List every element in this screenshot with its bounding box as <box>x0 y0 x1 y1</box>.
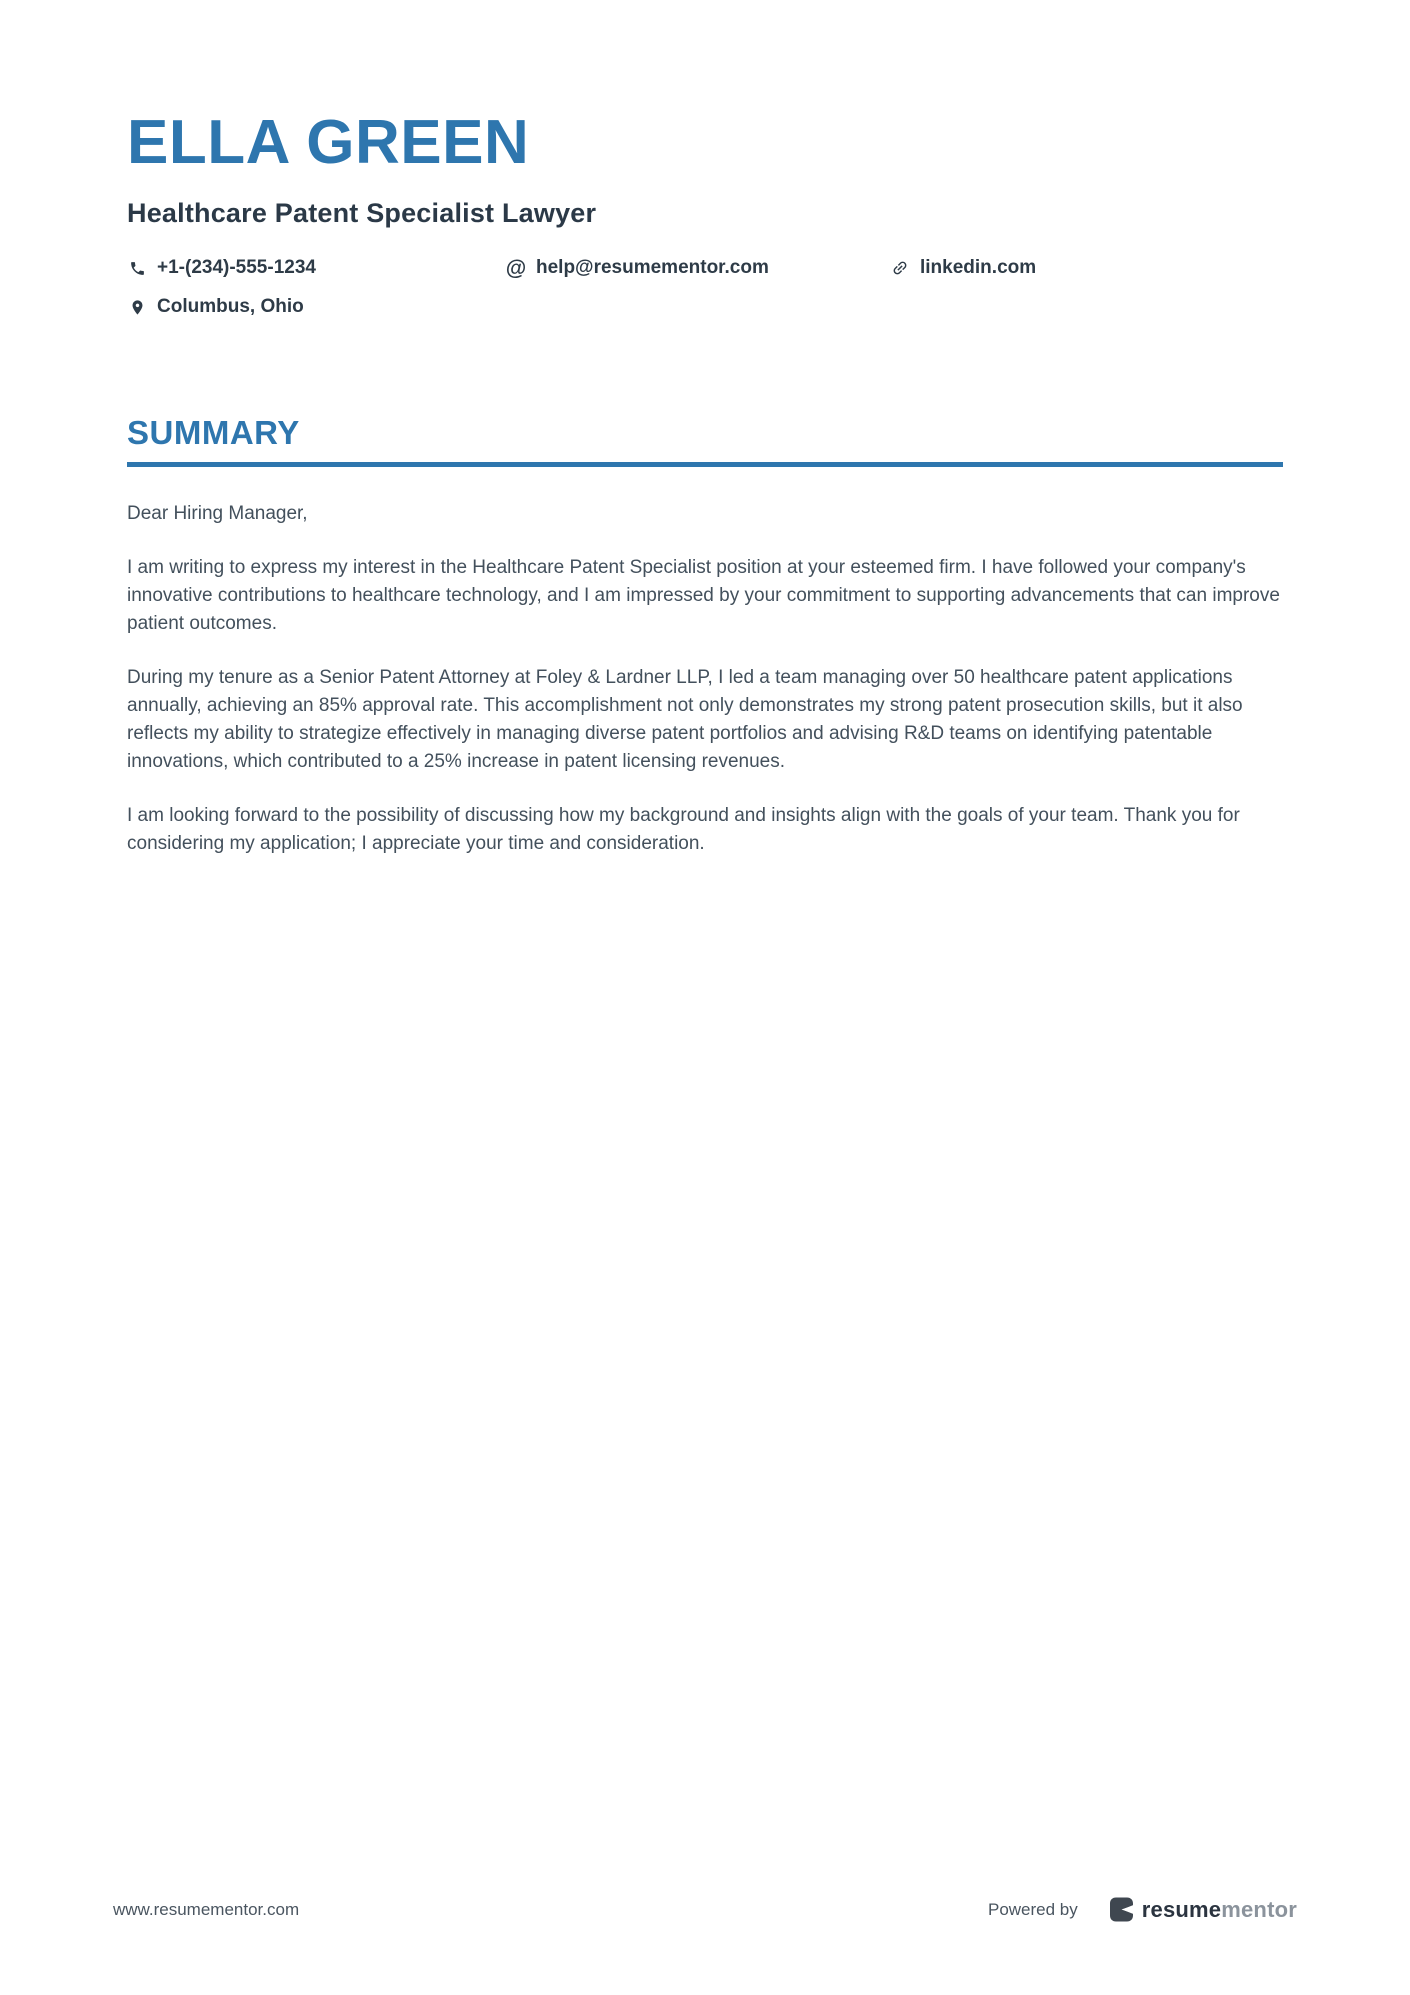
paragraph: I am writing to express my interest in the Healthcare Patent Specialist position at your esteemed firm. I have followed your company's innovative contributions to healthcare technology, and I am impressed by your commitment to supporting advancements that can improve patient outcomes. <box>127 557 1280 634</box>
location-pin-icon <box>127 297 147 317</box>
contact-location <box>127 296 506 318</box>
contact-email[interactable] <box>506 257 890 279</box>
person-name: ELLA GREEN <box>127 108 530 177</box>
summary-heading: SUMMARY <box>127 414 300 451</box>
contact-linkedin[interactable] <box>890 257 1283 279</box>
letter-body <box>127 500 1283 858</box>
contact-linkedin-value: linkedin.com <box>920 257 1037 278</box>
salutation: Dear Hiring Manager, <box>127 503 308 524</box>
contact-location-value: Columbus, Ohio <box>157 296 304 317</box>
footer-branding <box>988 1896 1297 1923</box>
link-icon <box>890 258 910 278</box>
logo-text-mentor: mentor <box>1221 1896 1297 1922</box>
at-sign-icon: @ <box>505 256 527 280</box>
contact-phone[interactable] <box>127 257 506 279</box>
logo-text <box>1141 1896 1297 1922</box>
powered-by-label: Powered by <box>987 1899 1078 1919</box>
page-footer <box>113 1896 1297 1923</box>
contact-phone-value: +1-(234)-555-1234 <box>157 257 316 278</box>
job-title: Healthcare Patent Specialist Lawyer <box>127 198 597 228</box>
summary-divider <box>127 462 1283 467</box>
contact-email-value: help@resumementor.com <box>536 257 769 278</box>
contact-list <box>127 257 1283 318</box>
paragraph: I am looking forward to the possibility of discussing how my background and insights align with the goals of your team. Thank you for considering my application; I appreciate your time and consideration. <box>127 805 1240 854</box>
resumementor-logo[interactable] <box>1108 1896 1297 1923</box>
paragraph: During my tenure as a Senior Patent Attorney at Foley & Lardner LLP, I led a team managing over 50 healthcare patent applications annually, achieving an 85% approval rate. This accomplishment not only demonstrates my strong patent prosecution skills, but it also reflects my ability to strategize effectively in managing diverse patent portfolios and advising R&D teams on identifying patentable innovations, which contributed to a 25% increase in patent licensing revenues. <box>127 667 1243 772</box>
logo-text-resume: resume <box>1141 1896 1222 1922</box>
summary-section <box>127 414 1283 858</box>
page-content <box>0 0 1410 858</box>
footer-website-link[interactable]: www.resumementor.com <box>113 1899 300 1919</box>
header <box>127 108 1283 318</box>
phone-icon <box>127 258 147 278</box>
logo-mark-icon <box>1108 1896 1135 1923</box>
